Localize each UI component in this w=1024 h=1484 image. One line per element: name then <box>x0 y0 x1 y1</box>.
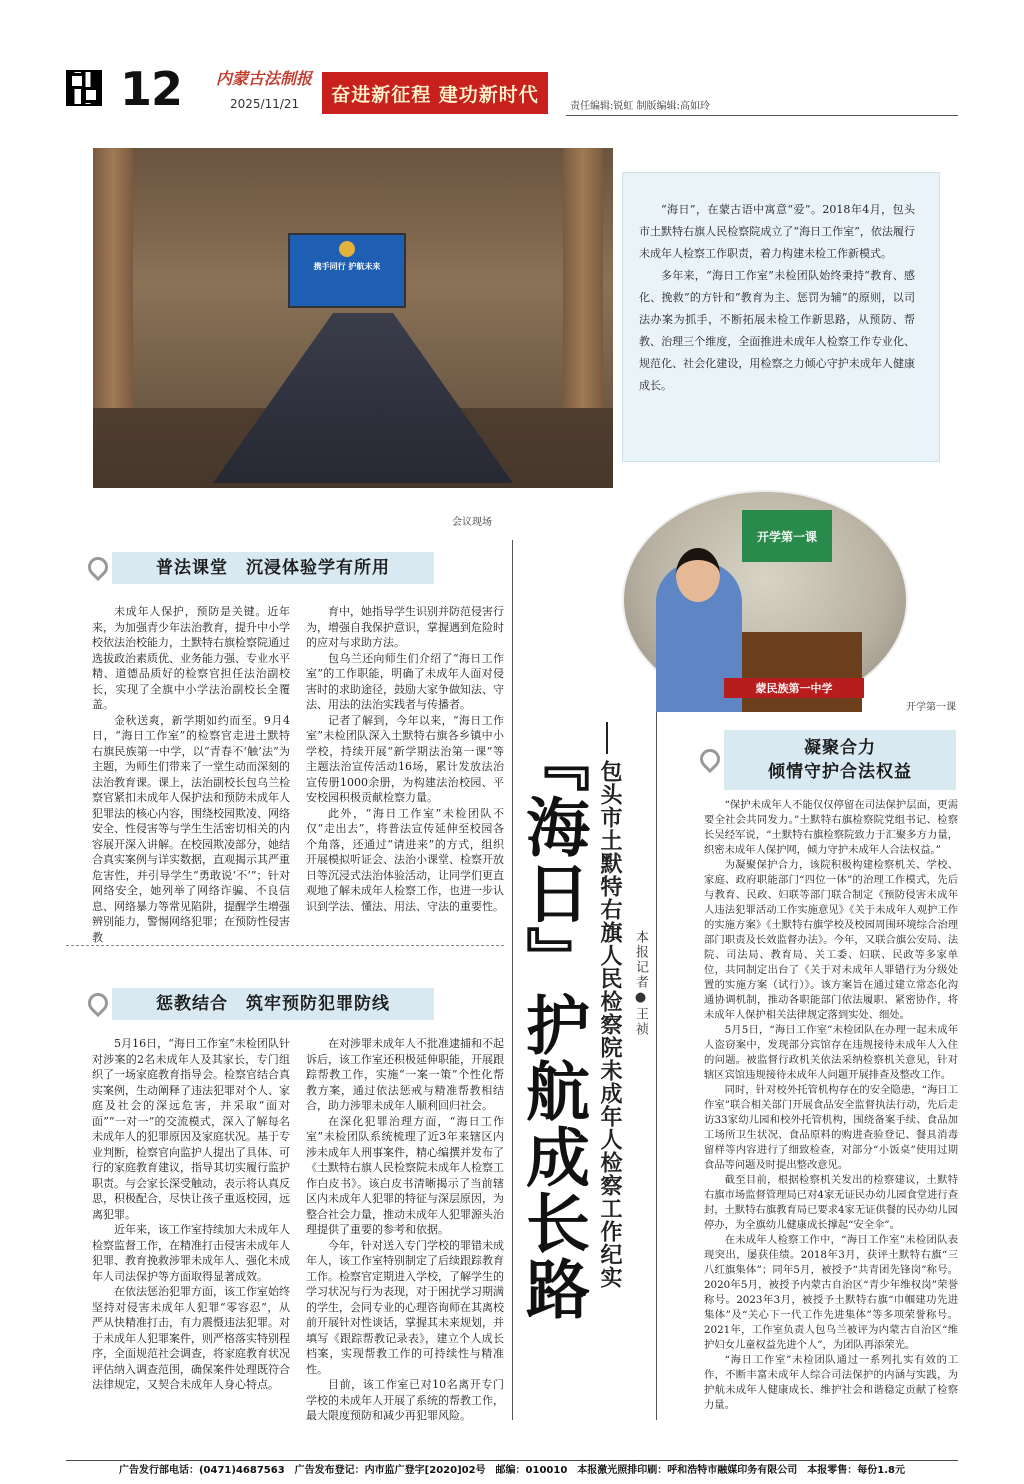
qr-code <box>66 70 102 106</box>
page-number: 12 <box>120 62 183 116</box>
editors-credit: 责任编辑:锐虹 制版编辑:高如玲 <box>570 101 710 112</box>
s3-paragraph: “保护未成年人不能仅仅停留在司法保护层面，更需要全社会共同发力。”土默特右旗检察院党组书记、检察长吴经军说，“土默特右旗检察院致力于汇聚多方力量，织密未成年人保护网，倾力守护未成年人合法权益。” <box>704 799 958 856</box>
s3-paragraph: 截至目前，根据检察机关发出的检察建议，土默特右旗市场监督管理局已对4家无证民办幼儿园食堂进行查封，土默特右旗教育局已要求4家无证供餐的民办幼儿园停办，为全旗幼儿健康成长撑起“安全伞”。 <box>704 1174 958 1231</box>
lead-box <box>622 172 940 462</box>
s1-paragraph: 育中，她指导学生识别并防范侵害行为，增强自我保护意识，掌握遇到危险时的应对与求助方法。 <box>306 605 504 649</box>
header-rule <box>566 115 958 116</box>
lectern <box>742 632 862 712</box>
class-photo <box>622 490 908 710</box>
s2-paragraph: 5月16日，“海日工作室”未检团队针对涉案的2名未成年人及其家长，专门组织了一场家庭教育指导会。检察官结合真实案例，生动阐释了违法犯罪对个人、家庭及社会的深远危害，并采取“面对面”“一对一”的交流模式，深入了解每名未成年人的犯罪原因及家庭状况。基于专业判断，检察官向监护人提出了具体、可行的家庭教育建议，指导其切实履行监护职责。与会家长深受触动，表示将认真反思，积极配合，尽快让孩子重返校园，远离犯罪。 <box>92 1037 290 1221</box>
s2-paragraph: 目前，该工作室已对10名离开专门学校的未成年人开展了系统的帮教工作，最大限度预防和减少再犯罪风险。 <box>306 1378 504 1422</box>
s3-column <box>704 798 958 1418</box>
location-pin-icon <box>88 993 104 1015</box>
projection-screen <box>288 233 406 308</box>
subtitle-dash <box>606 722 608 754</box>
location-pin-icon <box>88 557 104 579</box>
prosecutor-face <box>676 548 720 602</box>
lead-paragraph-2: 多年来，“海日工作室”未检团队始终秉持“教育、感化、挽救”的方针和“教育为主、惩罚为辅”的原则，以司法办案为抓手，不断拓展未检工作新思路，从预防、帮教、治理三个维度，全面推进未成年人检察工作专业化、规范化、社会化建设，用检察之力倾心守护未成年人健康成长。 <box>639 269 915 392</box>
s1-paragraph: 包乌兰还向师生们介绍了“海日工作室”的工作职能，明确了未成年人面对侵害时的求助途径，鼓励大家争做知法、守法、用法的法治实践者与传播者。 <box>306 651 504 711</box>
s3-paragraph: 5月5日，“海日工作室”未检团队在办理一起未成年人盗窃案中，发现部分宾馆存在违规接待未成年人入住的问题。被监督行政机关依法采纳检察机关意见，针对辖区宾馆违规接待未成年人问题开展排查及整改工作。 <box>704 1024 958 1081</box>
s1-column-b <box>306 604 504 930</box>
section-2-title-bar <box>112 988 434 1020</box>
headline-subtitle: 包头市土默特右旗人民检察院未成年人检察工作纪实 <box>597 760 622 1289</box>
byline: 本报记者●王祯 <box>633 930 648 1037</box>
headline-main: 『海日』护航成长路 <box>515 728 590 1322</box>
newspaper-masthead: 内蒙古法制报 <box>216 69 313 88</box>
s2-paragraph: 在对涉罪未成年人不批准逮捕和不起诉后，该工作室还积极延伸职能，开展跟踪帮教工作，实施“一案一策”个性化帮教方案，通过依法惩戒与精准帮教相结合，助力涉罪未成年人顺利回归社会。 <box>306 1037 504 1112</box>
section-2-title: 惩教结合 筑牢预防犯罪防线 <box>156 994 390 1014</box>
issue-date: 2025/11/21 <box>230 97 300 111</box>
section-3-title-line-2: 倾情守护合法权益 <box>768 762 912 782</box>
s1-paragraph: 此外，“海日工作室”未检团队不仅“走出去”，将普法宣传延伸至校园各个角落，还通过“请进来”的方式，组织开展模拟听证会、法治小课堂、检察开放日等沉浸式法治体验活动，让同学们更直观地了解未成年人检察工作，也进一步认识到学法、懂法、用法、守法的重要性。 <box>306 806 504 913</box>
s3-paragraph: 同时，针对校外托管机构存在的安全隐患，“海日工作室”联合相关部门开展食品安全监督执法行动，先后走访33家幼儿园和校外托管机构，围绕备案手续、食品加工场所卫生状况、食品原料的购进查验登记、餐具消毒留样等内容进行了细致检查，对部分“小饭桌”使用过期食品等问题及时提出整改意见。 <box>704 1084 958 1171</box>
s3-paragraph: 为凝聚保护合力，该院积极构建检察机关、学校、家庭、政府职能部门“四位一体”的治理工作模式，先后与教育、民政、妇联等部门联合制定《预防侵害未成年人违法犯罪活动工作实施意见》《关于未成年人观护工作的实施方案》《土默特右旗学校及校园周围环境综合治理部门职责及长效监督办法》。今年，又联合旗公安局、法院、司法局、教育局、关工委、妇联、民政等多家单位，共同制定出台了《关于对未成年人罪错行为分级处置的实施方案（试行）》。该方案旨在通过建立常态化沟通协调机制，推动各职能部门依法履职、紧密协作，将未成年人保护相关法律规定落到实处、细处。 <box>704 859 958 1021</box>
column-rule-left <box>512 540 513 1420</box>
s2-paragraph: 在依法惩治犯罪方面，该工作室始终坚持对侵害未成年人犯罪“零容忍”，从严从快精准打击，有力震慑违法犯罪。对于未成年人犯罪案件，则严格落实特别程序，全面规范社会调查，将家庭教育状况评估纳入调查范围，确保案件处理既符合法律规定，又契合未成年人身心特点。 <box>92 1285 290 1391</box>
section-1-header <box>88 552 434 584</box>
slogan-banner: 奋进新征程 建功新时代 <box>322 72 548 114</box>
curtain-left <box>93 148 133 408</box>
section-1-title: 普法课堂 沉浸体验学有所用 <box>156 558 390 578</box>
section-3-header <box>700 730 956 790</box>
lead-paragraph-1: “海日”，在蒙古语中寓意“爱”。2018年4月，包头市土默特右旗人民检察院成立了“海日工作室”，依法履行未成年人检察工作职责，着力构建未检工作新模式。 <box>639 203 915 260</box>
s1-paragraph: 金秋送爽，新学期如约而至。9月4日，“海日工作室”的检察官走进土默特右旗民族第一中学，以“青春不‘触’法”为主题，为师生们带来了一堂生动而深刻的法治教育课。课上，法治副校长包乌兰检察官紧扣未成年人保护法和预防未成年人犯罪法的核心内容，围绕校园欺凌、网络安全、性侵害等与学生生活密切相关的内容展开深入讲解。在校园欺凌部分，她结合真实案例与详实数据，直观揭示其严重危害性，并引导学生“勇敢说‘不’”；针对网络安全，她列举了网络诈骗、不良信息、网络暴力等常见陷阱，提醒学生增强辨别能力，警惕网络犯罪；在预防性侵害教 <box>92 713 290 944</box>
conference-table <box>213 313 513 483</box>
s3-paragraph: 在未成年人检察工作中，“海日工作室”未检团队表现突出，屡获佳绩。2018年3月，获评土默特右旗“三八红旗集体”；同年5月，被授予“共青团先锋岗”称号。2020年5月，被授予内蒙古自治区“青少年维权岗”荣誉称号。2023年3月，被授予土默特右旗“巾帼建功先进集体”及“关心下一代工作先进集体”等多项荣誉称号。2021年，工作室负责人包乌兰被评为内蒙古自治区“维护妇女儿童权益先进个人”，为团队再添荣光。 <box>704 1234 958 1351</box>
section-3-title-bar <box>724 730 956 790</box>
curtain-right <box>563 148 603 408</box>
footer-info: 广告发行部电话：(0471)4687563 广告发布登记：内市监广登字[2020]02号 邮编：010010 本报激光照排印刷：呼和浩特市融媒印务有限公司 本报零售：每份1.8元 <box>118 1465 906 1476</box>
section-divider <box>66 945 504 946</box>
column-rule-right <box>656 712 657 1420</box>
location-pin-icon <box>700 749 716 771</box>
s2-paragraph: 在深化犯罪治理方面，“海日工作室”未检团队系统梳理了近3年来辖区内涉未成年人刑事案件，精心编撰并发布了《土默特右旗人民检察院未成年人检察工作白皮书》。该白皮书清晰揭示了当前辖区内未成年人犯罪的特征与深层原因，为整合社会力量，推动未成年人犯罪源头治理提供了重要的参考和依据。 <box>306 1114 504 1236</box>
s1-column-a <box>92 604 290 944</box>
s1-paragraph: 未成年人保护，预防是关键。近年来，为加强青少年法治教育，提升中小学校依法治校能力，土默特右旗检察院通过选拔政治素质优、业务能力强、专业水平精、道德品质好的检察官担任法治副校长，实现了全旗中小学法治副校长全覆盖。 <box>92 605 290 711</box>
s1-paragraph: 记者了解到，今年以来，“海日工作室”未检团队深入土默特右旗各乡镇中小学校，持续开展“新学期法治第一课”等主题法治宣传活动16场，累计发放法治宣传册1000余册，为构建法治校园、平安校园积极贡献检察力量。 <box>306 713 504 804</box>
s2-paragraph: 今年，针对送入专门学校的罪错未成年人，该工作室特别制定了后续跟踪教育工作。检察官定期进入学校，了解学生的学习状况与行为表现，对于困扰学习期满的学生，会同专业的心理咨询师在其离校前开展针对性谈话，掌握其未来规划，并填写《跟踪帮教记录表》，建立个人成长档案，实现帮教工作的可持续性与精准性。 <box>306 1238 504 1376</box>
meeting-photo <box>93 148 613 488</box>
section-2-header <box>88 988 434 1020</box>
s2-paragraph: 近年来，该工作室持续加大未成年人检察监督工作，在精准打击侵害未成年人犯罪、教育挽救涉罪未成年人、强化未成年人司法保护等方面取得显著成效。 <box>92 1223 290 1283</box>
meeting-caption: 会议现场 <box>452 517 492 528</box>
s3-paragraph: “海日工作室”未检团队通过一系列扎实有效的工作，不断丰富未成年人综合司法保护的内涵与实践，为护航未成年人健康成长、维护社会和谐稳定贡献了检察力量。 <box>704 1354 958 1411</box>
footer-rule <box>66 1460 958 1461</box>
s2-column-a <box>92 1036 290 1420</box>
screen-text: 携手同行 护航未来 <box>313 262 381 271</box>
section-3-title-line-1: 凝聚合力 <box>804 738 876 758</box>
screen-board: 开学第一课 <box>742 510 832 562</box>
school-banner: 蒙民族第一中学 <box>724 678 864 698</box>
section-1-title-bar <box>112 552 434 584</box>
s2-column-b <box>306 1036 504 1420</box>
class-caption: 开学第一课 <box>906 702 956 713</box>
